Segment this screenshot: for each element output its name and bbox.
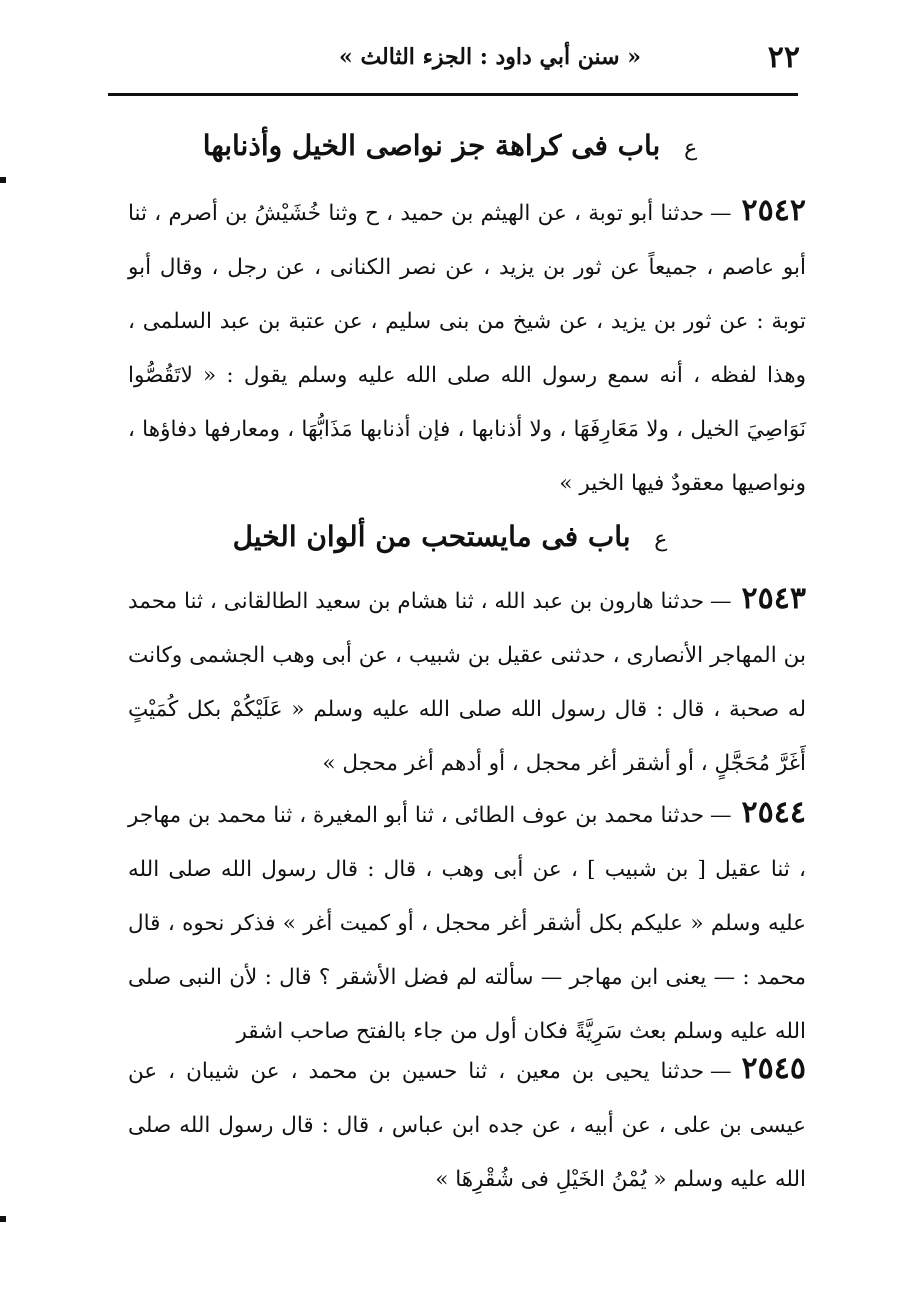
dash: — xyxy=(710,589,732,614)
hadith-paragraph xyxy=(128,786,806,1059)
hadith-paragraph xyxy=(128,184,806,511)
header-divider xyxy=(108,93,798,96)
hadith-number: ٢٥٤٢ xyxy=(741,193,806,228)
hadith-text: حدثنا أبو توبة ، عن الهيثم بن حميد ، ح وثنا خُشَيْشُ بن أصرم ، ثنا أبو عاصم ، جميعاً عن ثور بن يزيد ، عن نصر الكنانى ، عن رجل ، وقال أبو توبة : عن ثور بن يزيد ، عن شيخ من بنى سليم ، عن عتبة بن عبد السلمى ، وهذا لفظه ، أنه سمع رسول الله صلى الله عليه وسلم يقول : « لاتَقُصُّوا نَوَاصِيَ الخيل ، ولا مَعَارِفَهَا ، ولا أذنابها ، فإن أذنابها مَذَابُّهَا ، ومعارفها دفاؤها ، ونواصيها معقودٌ فيها الخير » xyxy=(128,201,806,496)
running-title: « سنن أبي داود : الجزء الثالث » xyxy=(339,44,641,70)
chapter-heading xyxy=(120,126,780,169)
page-header xyxy=(110,34,800,86)
hadith-text: حدثنا محمد بن عوف الطائى ، ثنا أبو المغيرة ، ثنا محمد بن مهاجر ، ثنا عقيل [ بن شبيب ] ، عن أبى وهب ، قال : قال رسول الله صلى الله عليه وسلم « عليكم بكل أشقر أغر محجل ، أو كميت أغر » فذكر نحوه ، قال محمد : — يعنى ابن مهاجر — سألته لم فضل الأشقر ؟ قال : لأن النبى صلى الله عليه وسلم بعث سَرِيَّةً فكان أول من جاء بالفتح صاحب اشقر xyxy=(128,803,806,1044)
chapter-heading xyxy=(120,517,780,560)
page-number: ٢٢ xyxy=(767,40,800,75)
chapter-symbol: ع xyxy=(654,527,668,552)
chapter-title: باب فى مايستحب من ألوان الخيل xyxy=(232,520,631,553)
dash: — xyxy=(710,201,732,226)
dash: — xyxy=(710,1059,732,1084)
hadith-number: ٢٥٤٤ xyxy=(741,795,806,830)
scan-edge-mark xyxy=(0,177,6,183)
hadith-paragraph xyxy=(128,1042,806,1207)
hadith-number: ٢٥٤٥ xyxy=(741,1051,806,1086)
scan-edge-mark xyxy=(0,1216,6,1222)
hadith-paragraph xyxy=(128,572,806,791)
dash: — xyxy=(710,803,732,828)
chapter-title: باب فى كراهة جز نواصى الخيل وأذنابها xyxy=(202,129,661,162)
hadith-number: ٢٥٤٣ xyxy=(741,581,806,616)
hadith-text: حدثنا هارون بن عبد الله ، ثنا هشام بن سعيد الطالقانى ، ثنا محمد بن المهاجر الأنصارى ، حدثنى عقيل بن شبيب ، عن أبى وهب الجشمى وكانت له صحبة ، قال : قال رسول الله صلى الله عليه وسلم « عَلَيْكُمْ بكل كُمَيْتٍ أَغَرَّ مُحَجَّلٍ ، أو أشقر أغر محجل ، أو أدهم أغر محجل » xyxy=(128,589,806,776)
hadith-text: حدثنا يحيى بن معين ، ثنا حسين بن محمد ، عن شيبان ، عن عيسى بن على ، عن أبيه ، عن جده ابن عباس ، قال : قال رسول الله صلى الله عليه وسلم « يُمْنُ الخَيْلِ فى شُقْرِهَا » xyxy=(128,1059,806,1192)
chapter-symbol: ع xyxy=(684,136,698,161)
